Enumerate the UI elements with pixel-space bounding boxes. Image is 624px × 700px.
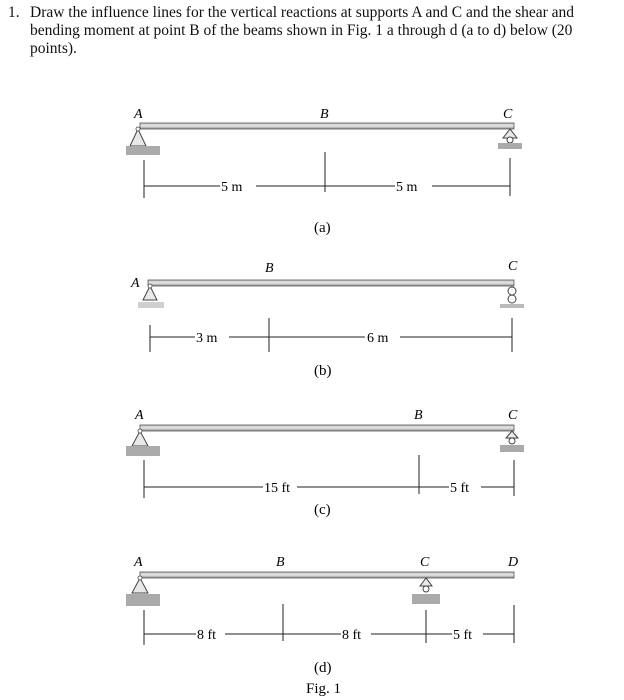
roller-support-icon <box>500 287 524 308</box>
label-b-B: B <box>265 261 274 276</box>
label-b-C: C <box>508 259 518 274</box>
question-number: 1. <box>8 4 20 21</box>
dim-d-2: 8 ft <box>342 628 362 643</box>
pin-support-icon <box>126 429 160 456</box>
figure-caption: Fig. 1 <box>306 681 342 697</box>
roller-support-icon <box>498 129 522 149</box>
label-b-A: A <box>131 276 140 291</box>
beam-d <box>140 572 514 578</box>
roller-support-icon <box>412 578 440 604</box>
pin-support-icon <box>126 127 160 155</box>
label-d-C: C <box>420 555 430 570</box>
dim-d-3: 5 ft <box>453 628 473 643</box>
dim-c-1: 15 ft <box>264 481 291 496</box>
beam-c <box>140 425 514 431</box>
label-c-A: A <box>135 408 144 423</box>
label-c-B: B <box>414 408 423 423</box>
caption-d: (d) <box>314 660 332 676</box>
label-a-C: C <box>503 107 513 122</box>
caption-c: (c) <box>314 502 331 518</box>
pin-support-icon <box>138 284 164 308</box>
pin-support-icon <box>126 576 160 606</box>
label-a-B: B <box>320 107 329 122</box>
figure-b <box>130 259 524 379</box>
roller-support-icon <box>500 431 524 452</box>
label-c-C: C <box>508 408 518 423</box>
dim-c-2: 5 ft <box>450 481 470 496</box>
question-text: Draw the influence lines for the vertical reactions at supports A and C and the shear and bending moment at point B of the beams shown in Fig. 1 a through d (a to d) below (20 points). <box>30 4 575 57</box>
label-d-D: D <box>508 555 519 570</box>
dim-a-1: 5 m <box>221 180 243 195</box>
label-d-B: B <box>276 555 285 570</box>
beam-b <box>148 280 514 286</box>
figure-c <box>126 408 524 518</box>
dim-d-1: 8 ft <box>197 628 217 643</box>
label-a-A: A <box>134 107 143 122</box>
label-d-A: A <box>134 555 143 570</box>
dim-b-1: 3 m <box>196 331 218 346</box>
dim-a-2: 5 m <box>396 180 418 195</box>
figure-a <box>126 107 522 236</box>
beam-a <box>140 123 514 129</box>
caption-a: (a) <box>314 220 331 236</box>
figure-d <box>126 555 518 676</box>
caption-b: (b) <box>314 363 332 379</box>
dim-b-2: 6 m <box>367 331 389 346</box>
